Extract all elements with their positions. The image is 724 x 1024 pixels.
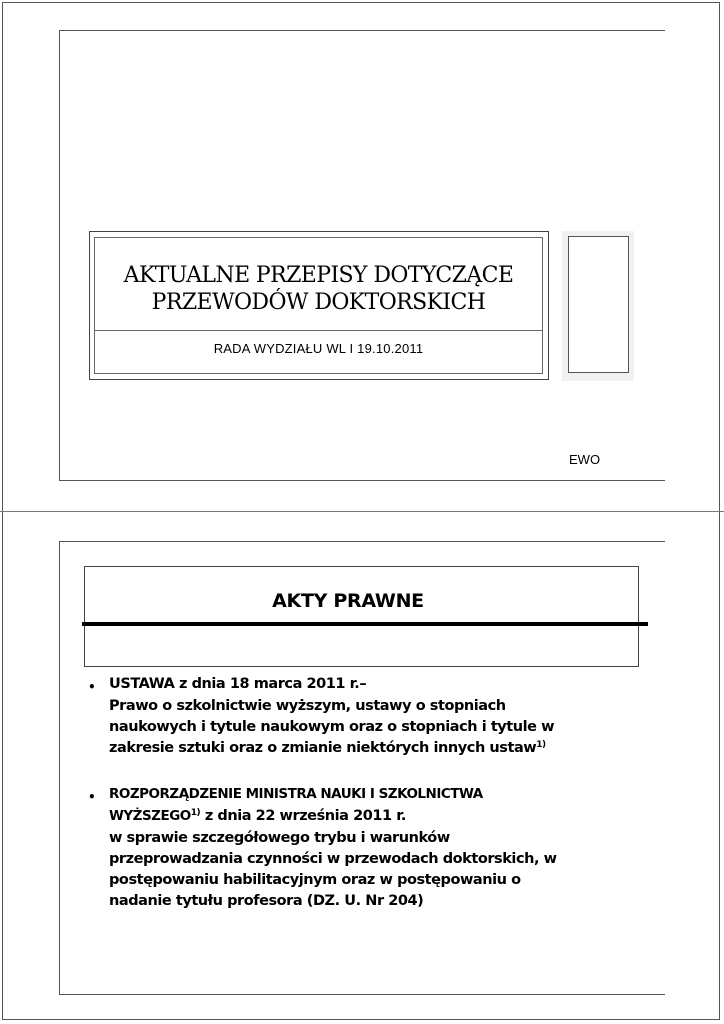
item-1-line-2: naukowych i tytule naukowym oraz o stopniach i tytule w	[109, 719, 555, 735]
item-2-footnote: 1)	[190, 808, 201, 818]
heading-box	[84, 566, 639, 667]
page-divider	[0, 511, 724, 512]
item-1-footnote: 1)	[536, 740, 546, 750]
item-1-line-3	[109, 738, 546, 759]
slide-title-line-1: AKTUALNE PRZEPISY DOTYCZĄCE	[123, 263, 514, 288]
item-2-title-word: WYŻSZEGO	[109, 808, 191, 824]
item-1-line-1: Prawo o szkolnictwie wyższym, ustawy o stopniach	[109, 698, 506, 714]
item-2-line-4: nadanie tytułu profesora (DZ. U. Nr 204)	[109, 893, 424, 909]
item-2-title-line-2	[109, 806, 406, 827]
slide-heading: AKTY PRAWNE	[272, 590, 424, 612]
item-1-line-3-text: zakresie sztuki oraz o zmianie niektórych innych ustaw	[109, 740, 537, 756]
bullet-1: •	[88, 680, 96, 694]
author-label: EWO	[569, 452, 601, 467]
item-2-date: z dnia 22 września 2011 r.	[200, 808, 406, 824]
slide-title	[94, 262, 543, 316]
item-1-title: USTAWA z dnia 18 marca 2011 r.–	[109, 676, 367, 692]
item-2-title-line-1: ROZPORZĄDZENIE MINISTRA NAUKI I SZKOLNICTWA	[109, 786, 483, 802]
bullet-2: •	[88, 790, 96, 804]
item-2-line-3: postępowaniu habilitacyjnym oraz w postępowaniu o	[109, 872, 521, 888]
item-2-line-2: przeprowadzania czynności w przewodach doktorskich, w	[109, 851, 557, 867]
logo-placeholder	[568, 236, 629, 373]
item-2-line-1: w sprawie szczegółowego trybu i warunków	[109, 830, 450, 846]
title-separator	[94, 330, 543, 331]
slide-subtitle: RADA WYDZIAŁU WL I 19.10.2011	[213, 341, 424, 356]
slide-title-line-2: PRZEWODÓW DOKTORSKICH	[151, 290, 486, 315]
heading-rule	[82, 622, 648, 626]
